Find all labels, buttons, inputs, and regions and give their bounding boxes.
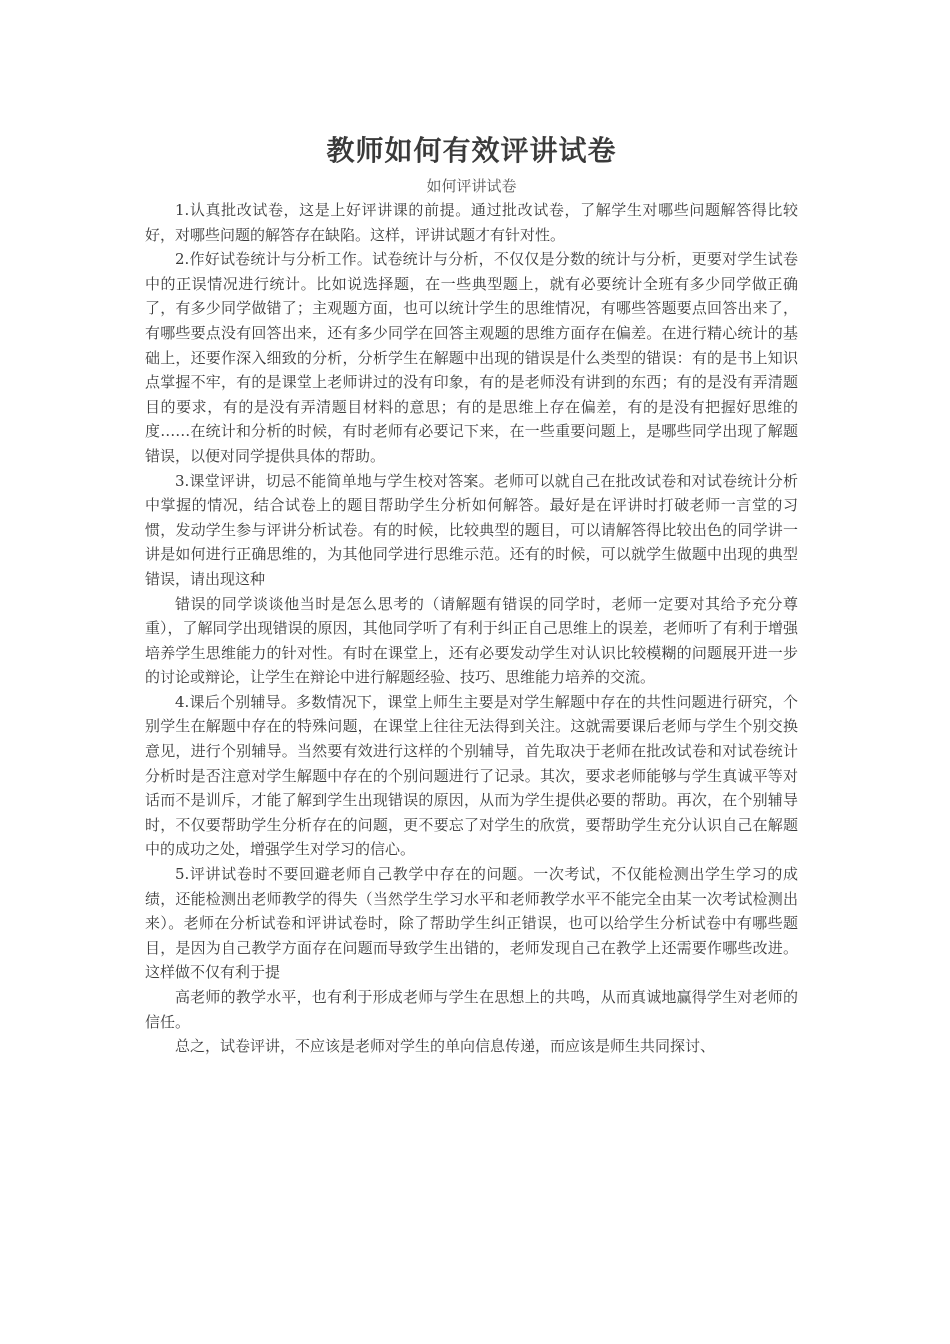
paragraph-3: 3.课堂评讲，切忌不能简单地与学生校对答案。老师可以就自己在批改试卷和对试卷统计分析中掌握的情况，结合试卷上的题目帮助学生分析如何解答。最好是在评讲时打破老师一言堂的习惯，发动学生参与评讲分析试卷。有的时候，比较典型的题目，可以请解答得比较出色的同学讲一讲是如何进行正确思维的，为其他同学进行思维示范。还有的时候，可以就学生做题中出现的典型错误，请出现这种 [145, 471, 798, 588]
document-title: 教师如何有效评讲试卷 [326, 134, 617, 167]
paragraph-5: 5.评讲试卷时不要回避老师自己教学中存在的问题。一次考试，不仅能检测出学生学习的成绩，还能检测出老师教学的得失（当然学生学习水平和老师教学水平不能完全由某一次考试检测出来）。老师在分析试卷和评讲试卷时，除了帮助学生纠正错误，也可以给学生分析试卷中有哪些题目，是因为自己教学方面存在问题而导致学生出错的，老师发现自己在教学上还需要作哪些改进。这样做不仅有利于提 [145, 865, 798, 982]
paragraph-5-continued: 高老师的教学水平，也有利于形成老师与学生在思想上的共鸣，从而真诚地赢得学生对老师的信任。 [145, 988, 798, 1031]
paragraph-4: 4.课后个别辅导。多数情况下，课堂上师生主要是对学生解题中存在的共性问题进行研究，个别学生在解题中存在的特殊问题，在课堂上往往无法得到关注。这就需要课后老师与学生个别交换意见，进行个别辅导。当然要有效进行这样的个别辅导，首先取决于老师在批改试卷和对试卷统计分析时是否注意对学生解题中存在的个别问题进行了记录。其次，要求老师能够与学生真诚平等对话而不是训斥，才能了解到学生出现错误的原因，从而为学生提供必要的帮助。再次，在个别辅导时，不仅要帮助学生分析存在的问题，更不要忘了对学生的欣赏，要帮助学生充分认识自己在解题中的成功之处，增强学生对学习的信心。 [145, 692, 798, 859]
document-page [145, 128, 798, 1059]
paragraph-1: 1.认真批改试卷，这是上好评讲课的前提。通过批改试卷，了解学生对哪些问题解答得比较好，对哪些问题的解答存在缺陷。这样，评讲试题才有针对性。 [145, 201, 798, 244]
paragraph-conclusion: 总之，试卷评讲，不应该是老师对学生的单向信息传递，而应该是师生共同探讨、 [175, 1037, 716, 1056]
document-subtitle: 如何评讲试卷 [426, 177, 517, 195]
paragraph-3-continued: 错误的同学谈谈他当时是怎么思考的（请解题有错误的同学时，老师一定要对其给予充分尊重），了解同学出现错误的原因，其他同学听了有利于纠正自己思维上的误差，老师听了有利于增强培养学生思维能力的针对性。有时在课堂上，还有必要发动学生对认识比较模糊的问题展开进一步的讨论或辩论，让学生在辩论中进行解题经验、技巧、思维能力培养的交流。 [145, 594, 798, 687]
paragraph-2: 2.作好试卷统计与分析工作。试卷统计与分析，不仅仅是分数的统计与分析，更要对学生试卷中的正误情况进行统计。比如说选择题，在一些典型题上，就有必要统计全班有多少同学做正确了，有多少同学做错了；主观题方面，也可以统计学生的思维情况，有哪些答题要点回答出来了，有哪些要点没有回答出来，还有多少同学在回答主观题的思维方面存在偏差。在进行精心统计的基础上，还要作深入细致的分析，分析学生在解题中出现的错误是什么类型的错误：有的是书上知识点掌握不牢，有的是课堂上老师讲过的没有印象，有的是老师没有讲到的东西；有的是没有弄清题目的要求，有的是没有弄清题目材料的意思；有的是思维上存在偏差，有的是没有把握好思维的度……在统计和分析的时候，有时老师有必要记下来，在一些重要问题上，是哪些同学出现了解题错误，以便对同学提供具体的帮助。 [145, 250, 798, 465]
